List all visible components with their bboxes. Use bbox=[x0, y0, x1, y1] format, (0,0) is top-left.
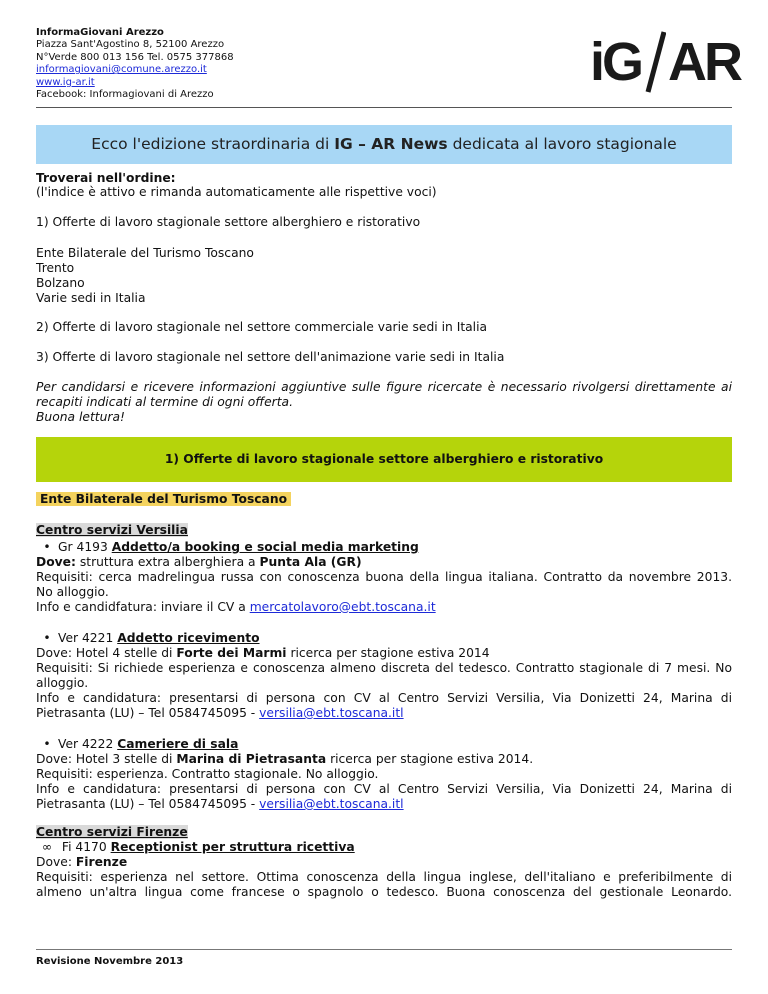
logo-slash-icon bbox=[644, 30, 666, 94]
section-1-header: 1) Offerte di lavoro stagionale settore alberghiero e ristorativo bbox=[36, 437, 732, 482]
index-sub-trento[interactable]: Trento bbox=[36, 261, 75, 275]
offer-ver-4222-info: Info e candidatura: presentarsi di persona con CV al Centro Servizi Versilia, Via Donizetti 24, Marina di bbox=[36, 782, 732, 796]
offer-fi-4170-dove: Dove: Firenze bbox=[36, 855, 128, 869]
intro-italic-2: recapiti indicati al termine di ogni offerta. bbox=[36, 395, 293, 409]
footer-divider bbox=[36, 949, 732, 950]
bullet-icon: • bbox=[43, 737, 51, 751]
banner-bold: IG – AR News bbox=[334, 135, 448, 153]
offer-fi-4170-req2: almeno un'altra lingua come francese o spagnolo o tedesco. Buona conoscenza del gestionale Leonardo. bbox=[36, 885, 732, 899]
offer-ver-4222-dove: Dove: Hotel 3 stelle di Marina di Pietrasanta ricerca per stagione estiva 2014. bbox=[36, 752, 534, 766]
versilia-heading: Centro servizi Versilia bbox=[36, 523, 188, 537]
email-link[interactable]: informagiovani@comune.arezzo.it bbox=[36, 64, 207, 76]
offer-ver-4222-req: Requisiti: esperienza. Contratto stagionale. No alloggio. bbox=[36, 767, 379, 781]
intro-italic-3: Buona lettura! bbox=[36, 410, 125, 424]
intro-italic-1: Per candidarsi e ricevere informazioni aggiuntive sulle figure ricercate è necessario rivolgersi direttamente ai bbox=[36, 380, 732, 394]
offer-gr-4193-req2: No alloggio. bbox=[36, 585, 109, 599]
banner-post: dedicata al lavoro stagionale bbox=[447, 135, 677, 153]
intro-heading: Troverai nell'ordine: bbox=[36, 171, 176, 185]
firenze-heading: Centro servizi Firenze bbox=[36, 825, 188, 839]
offer-ver-4221-info: Info e candidatura: presentarsi di persona con CV al Centro Servizi Versilia, Via Donizetti 24, Marina di bbox=[36, 691, 732, 705]
email-link[interactable]: versilia@ebt.toscana.itl bbox=[259, 706, 404, 720]
offer-gr-4193-req: Requisiti: cerca madrelingua russa con conoscenza buona della lingua italiana. Contratto da novembre 2013. bbox=[36, 570, 732, 584]
logo-ar: AR bbox=[668, 32, 740, 92]
offer-ver-4221-info2: Pietrasanta (LU) – Tel 0584745095 - versilia@ebt.toscana.itl bbox=[36, 706, 404, 720]
role-title: Receptionist per struttura ricettiva bbox=[110, 840, 355, 854]
banner-pre: Ecco l'edizione straordinaria di bbox=[91, 135, 335, 153]
offer-ver-4221: • Ver 4221 Addetto ricevimento bbox=[36, 631, 260, 647]
offer-ver-4221-dove: Dove: Hotel 4 stelle di Forte dei Marmi ricerca per stagione estiva 2014 bbox=[36, 646, 490, 660]
offer-ver-4221-req: Requisiti: Si richiede esperienza e conoscenza almeno discreta del tedesco. Contratto stagionale di 7 mesi. No bbox=[36, 661, 732, 675]
offer-gr-4193-info: Info e candidfatura: inviare il CV a mercatolavoro@ebt.toscana.it bbox=[36, 600, 436, 614]
role-title: Addetto/a booking e social media marketing bbox=[111, 540, 419, 554]
ente-heading: Ente Bilaterale del Turismo Toscano bbox=[36, 492, 291, 508]
intro-note: (l'indice è attivo e rimanda automaticamente alle rispettive voci) bbox=[36, 185, 437, 199]
index-item-2[interactable]: 2) Offerte di lavoro stagionale nel settore commerciale varie sedi in Italia bbox=[36, 320, 488, 334]
header-contact bbox=[36, 27, 234, 101]
offer-ver-4222: • Ver 4222 Cameriere di sala bbox=[36, 737, 238, 753]
offer-ver-4221-req2: alloggio. bbox=[36, 676, 89, 690]
bullet-icon: • bbox=[43, 540, 51, 554]
email-link[interactable]: versilia@ebt.toscana.itl bbox=[259, 797, 404, 811]
logo-ig: iG bbox=[590, 32, 642, 92]
phone: N°Verde 800 013 156 Tel. 0575 377868 bbox=[36, 51, 234, 63]
email-link[interactable]: mercatolavoro@ebt.toscana.it bbox=[249, 600, 436, 614]
infinity-bullet-icon: ∞ bbox=[41, 840, 53, 854]
offer-ver-4222-info2: Pietrasanta (LU) – Tel 0584745095 - versilia@ebt.toscana.itl bbox=[36, 797, 404, 811]
index-sub-ente[interactable]: Ente Bilaterale del Turismo Toscano bbox=[36, 246, 254, 260]
header-divider bbox=[36, 107, 732, 108]
index-item-1[interactable]: 1) Offerte di lavoro stagionale settore alberghiero e ristorativo bbox=[36, 215, 421, 229]
index-sub-varie[interactable]: Varie sedi in Italia bbox=[36, 291, 146, 305]
banner bbox=[36, 125, 732, 164]
role-title: Addetto ricevimento bbox=[117, 631, 260, 645]
org-name: InformaGiovani Arezzo bbox=[36, 27, 164, 38]
offer-fi-4170: ∞ Fi 4170 Receptionist per struttura ricettiva bbox=[36, 840, 355, 856]
website-link[interactable]: www.ig-ar.it bbox=[36, 76, 95, 88]
index-sub-bolzano[interactable]: Bolzano bbox=[36, 276, 85, 290]
offer-fi-4170-req: Requisiti: esperienza nel settore. Ottima conoscenza della lingua inglese, dell'italiano e preferibilmente di bbox=[36, 870, 732, 884]
facebook-text: Facebook: Informagiovani di Arezzo bbox=[36, 89, 214, 101]
footer-revision: Revisione Novembre 2013 bbox=[36, 956, 184, 967]
offer-gr-4193: • Gr 4193 Addetto/a booking e social media marketing bbox=[36, 540, 419, 556]
bullet-icon: • bbox=[43, 631, 51, 645]
address: Piazza Sant'Agostino 8, 52100 Arezzo bbox=[36, 39, 225, 51]
role-title: Cameriere di sala bbox=[117, 737, 239, 751]
igar-logo bbox=[590, 30, 740, 94]
offer-gr-4193-dove: Dove: struttura extra alberghiera a Punta Ala (GR) bbox=[36, 555, 362, 569]
index-item-3[interactable]: 3) Offerte di lavoro stagionale nel settore dell'animazione varie sedi in Italia bbox=[36, 350, 505, 364]
